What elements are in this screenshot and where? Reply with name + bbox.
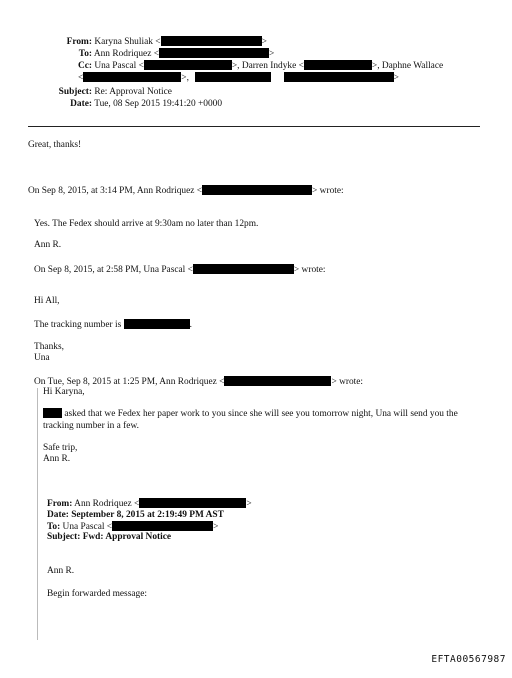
- redaction-bar: [161, 36, 262, 46]
- fwd-to-value: Una Pascal <: [62, 522, 113, 532]
- cc-value-3: >, Daphne Wallace: [371, 61, 444, 71]
- redaction-bar: [195, 72, 271, 82]
- redaction-bar: [224, 376, 331, 386]
- header-subject-row: [26, 87, 172, 99]
- to-label: To:: [78, 49, 92, 59]
- quote-bar: [37, 388, 38, 640]
- greeting-karyna: Hi Karyna,: [43, 387, 85, 397]
- quote-2-attribution: [34, 264, 326, 277]
- header-to-row: [44, 48, 274, 61]
- header-divider: [28, 126, 480, 127]
- safe-trip-line: Safe trip,: [43, 443, 78, 453]
- from-label: From:: [66, 37, 92, 47]
- fedex-line: Yes. The Fedex should arrive at 9:30am no later than 12pm.: [34, 219, 259, 229]
- header-cc-continued: [78, 72, 399, 85]
- fwd-subject-row: [47, 532, 171, 544]
- signature-ann: Ann R.: [34, 240, 62, 250]
- reply-text: Great, thanks!: [28, 140, 82, 150]
- date-value: Tue, 08 Sep 2015 19:41:20 +0000: [94, 99, 223, 109]
- fwd-from-value: Ann Rodriquez <: [74, 499, 140, 509]
- quote-1-prefix: On Sep 8, 2015, at 3:14 PM, Ann Rodriquez <: [28, 186, 203, 196]
- header-date-row: [26, 99, 222, 111]
- signature-ann-2: Ann R.: [43, 454, 71, 464]
- signature-una: Una: [34, 353, 50, 363]
- fwd-subject-label: Subject:: [47, 532, 81, 542]
- redaction-bar: [304, 60, 372, 70]
- quote-1-attribution: [28, 185, 344, 198]
- redaction-bar: [144, 60, 232, 70]
- begin-forwarded: Begin forwarded message:: [47, 589, 147, 599]
- redaction-bar: [124, 319, 190, 329]
- redaction-bar: [83, 72, 181, 82]
- quote-2-prefix: On Sep 8, 2015, at 2:58 PM, Una Pascal <: [34, 265, 193, 275]
- redaction-bar: [202, 185, 312, 195]
- thanks-line: Thanks,: [34, 342, 64, 352]
- cc-lt: <: [78, 73, 84, 83]
- document-id: EFTA00567987: [431, 654, 506, 666]
- tracking-line: [34, 319, 192, 332]
- from-close: >: [261, 37, 267, 47]
- from-value: Karyna Shuliak <: [94, 37, 161, 47]
- greeting-all: Hi All,: [34, 296, 60, 306]
- header-from-row: [44, 36, 267, 49]
- fwd-date-value: September 8, 2015 at 2:19:49 PM AST: [71, 510, 224, 520]
- fwd-date-row: [47, 510, 224, 522]
- cc-gt-comma: >,: [181, 73, 189, 83]
- fwd-to-close: >: [213, 522, 219, 532]
- redaction-bar: [159, 48, 269, 58]
- to-value: Ann Rodriquez <: [93, 49, 159, 59]
- subject-label: Subject:: [58, 87, 92, 97]
- cc-label: Cc:: [77, 61, 92, 71]
- fwd-from-row: [47, 498, 252, 511]
- cc-close: >: [393, 73, 399, 83]
- to-close: >: [269, 49, 275, 59]
- quote-3-suffix: > wrote:: [331, 377, 364, 387]
- fwd-date-label: Date:: [47, 510, 69, 520]
- fwd-signature: Ann R.: [47, 566, 75, 576]
- header-cc-row: [44, 60, 443, 73]
- fwd-subject-value: Fwd: Approval Notice: [82, 532, 172, 542]
- redaction-bar: [43, 408, 62, 418]
- redaction-bar: [284, 72, 394, 82]
- quote-2-suffix: > wrote:: [293, 265, 326, 275]
- cc-value-2: >, Darren Indyke <: [231, 61, 304, 71]
- tracking-prefix: The tracking number is: [34, 320, 122, 330]
- redaction-bar: [139, 498, 246, 508]
- tracking-suffix: .: [189, 320, 192, 330]
- fedex-paragraph: [43, 408, 473, 433]
- fwd-from-label: From:: [47, 499, 73, 509]
- fwd-from-close: >: [246, 499, 252, 509]
- redaction-bar: [112, 521, 213, 531]
- date-label: Date:: [70, 99, 92, 109]
- cc-value-1: Una Pascal <: [94, 61, 144, 71]
- subject-value: Re: Approval Notice: [94, 87, 172, 97]
- quote-1-suffix: > wrote:: [312, 186, 344, 196]
- fwd-to-label: To:: [47, 522, 61, 532]
- redaction-bar: [193, 264, 294, 274]
- quote-3-prefix: On Tue, Sep 8, 2015 at 1:25 PM, Ann Rodriquez <: [34, 377, 225, 387]
- paragraph-text: asked that we Fedex her paper work to you since she will see you tomorrow night, Una will send you the tracking number in a few.: [43, 409, 458, 431]
